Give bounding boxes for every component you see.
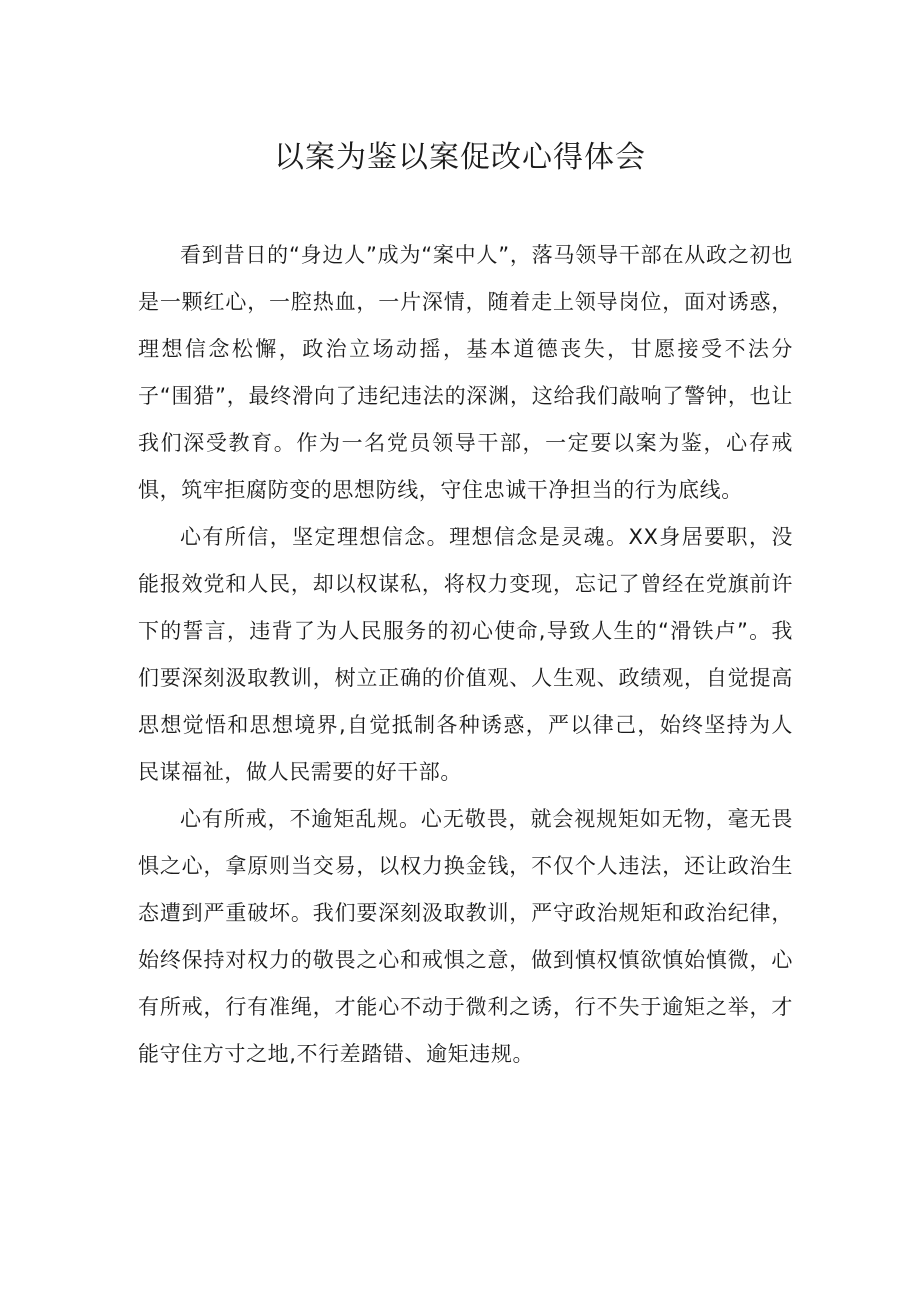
document-title: 以案为鉴以案促改心得体会 (274, 140, 646, 175)
paragraph-2: 心有所信，坚定理想信念。理想信念是灵魂。XX身居要职，没能报效党和人民，却以权谋私，将权力变现，忘记了曾经在党旗前许下的誓言，违背了为人民服务的初心使命,导致人生的“滑铁卢”。我们要深刻汲取教训，树立正确的价值观、人生观、政绩观，自觉提高思想觉悟和思想境界,自觉抵制各种诱惑，严以律己，始终坚持为人民谋福祉，做人民需要的好干部。 (138, 525, 793, 784)
paragraph-1: 看到昔日的“身边人”成为“案中人”，落马领导干部在从政之初也是一颗红心，一腔热血，一片深情，随着走上领导岗位，面对诱惑，理想信念松懈，政治立场动摇，基本道德丧失，甘愿接受不法分子“围猎”，最终滑向了违纪违法的深渊，这给我们敲响了警钟，也让我们深受教育。作为一名党员领导干部，一定要以案为鉴，心存戒惧，筑牢拒腐防变的思想防线，守住忠诚干净担当的行为底线。 (138, 243, 793, 502)
paragraph-3: 心有所戒，不逾矩乱规。心无敬畏，就会视规矩如无物，毫无畏惧之心，拿原则当交易，以权力换金钱，不仅个人违法，还让政治生态遭到严重破坏。我们要深刻汲取教训，严守政治规矩和政治纪律，始终保持对权力的敬畏之心和戒惧之意，做到慎权慎欲慎始慎微，心有所戒，行有准绳，才能心不动于微利之诱，行不失于逾矩之举，才能守住方寸之地,不行差踏错、逾矩违规。 (138, 807, 793, 1066)
document-body (138, 232, 793, 1078)
